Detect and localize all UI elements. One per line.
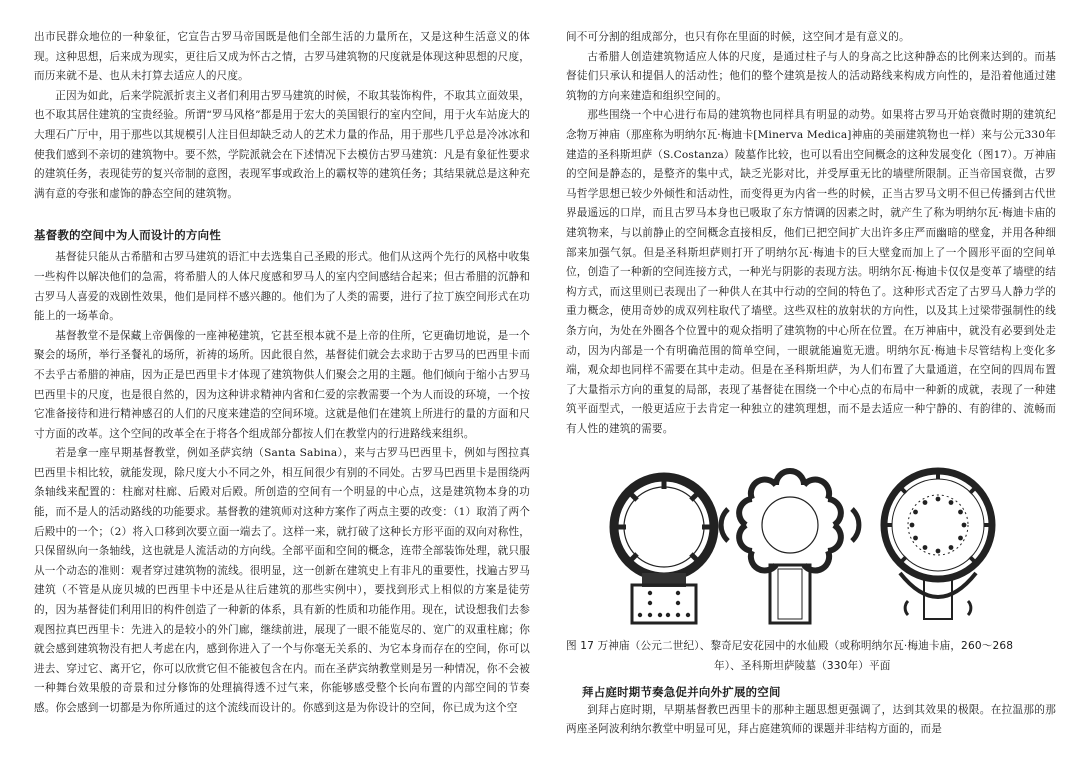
right-paragraph-4: 到拜占庭时期，早期基督教巴西里卡的那种主题思想更强调了，达到其效果的极限。在拉温那的那两座圣阿波利纳尔教堂中明显可见，拜占庭建筑师的课题并非结构方面的，而是: [566, 703, 1056, 736]
pantheon-plan: [614, 477, 714, 623]
left-paragraph-3: 基督徒只能从古希腊和古罗马建筑的语汇中去选集自己圣殿的形式。他们从这两个先行的风格中收集一些构件以解决他们的急需，将希腊人的人体尺度感和罗马人的室内空间感结合起来；但古希腊的沉静和古罗马人喜爱的戏剧性效果，他们是同样不感兴趣的。他们为了人类的需要，进行了拉丁族空间形式在功能上的一场革命。: [34, 251, 530, 323]
left-paragraph-1: 出市民群众地位的一种象征，它宣告古罗马帝国既是他们全部生活的力量所在，又是这种生活意义的体现。这种思想，后来成为现实，更往后又成为怀古之情，古罗马建筑物的尺度就是体现这种思想的尺度，而历来就不是、也从未打算去适应人的尺度。: [34, 31, 530, 83]
left-paragraph-4: 基督教堂不是保藏上帝偶像的一座神秘建筑，它甚至根本就不是上帝的住所，它更确切地说，是一个聚会的场所，举行圣餐礼的场所，祈祷的场所。因此很自然，基督徒们就会去求助于古罗马的巴西里卡而不去乎古希腊的神庙，因为正是巴西里卡才体现了建筑物供人们聚会之用的主题。他们倾向于缩小古罗马巴西里卡的尺度，也是很自然的，因为这种讲求精神内省和仁爱的宗教需要一个为人而设的环境，一个按它准备接待和进行精神感召的人们的尺度来建造的空间环境。这就是他们在建筑上所进行的量的方面和尺寸方面的改革。这个空间的改革全在于将各个组成部分都按人们在教堂内的行进路线来组织。: [34, 329, 530, 440]
section-heading-byzantine-space: 拜占庭时期节奏急促并向外扩展的空间: [582, 684, 781, 699]
right-paragraph-1: 间不可分割的组成部分，也只有你在里面的时候，这空间才是有意义的。: [566, 31, 910, 43]
figure-17-plans: [608, 465, 1028, 637]
right-paragraph-3: 那些围绕一个中心进行布局的建筑物也同样具有明显的动势。如果将古罗马开始衰微时期的建筑纪念物万神庙（那座称为明纳尔瓦·梅迪卡[Minerva Medica]神庙的美丽建筑物也一样）来与公元330年建造的圣科斯坦萨（S.Costanza）陵墓作比较，也可以看出空间概念的这种发展变化（图17）。万神庙的空间是静态的，是整齐的集中式，缺乏光影对比，并受厚重无比的墙壁所限制。正当帝国衰微，古罗马哲学思想已较少外倾性和活动性，而变得更为内省一些的时候，正当古罗马文明不但已传播到古代世界最遥远的口岸，而且古罗马本身也已吸取了东方情调的因素之时，就产生了称为明纳尔瓦·梅迪卡庙的建筑物来，与以前静止的空间概念直接相反，他们已把空间扩大出许多庄严而幽暗的壁龛，并用各种细部来加强气氛。但是圣科斯坦萨则打开了明纳尔瓦·梅迪卡的巨大壁龛而加上了一个圆形平面的空间单位，创造了一种新的空间连接方式，一种光与阴影的表现方法。明纳尔瓦·梅迪卡仅仅是变革了墙壁的结构方式，而这里则已表现出了一种供人在其中行动的空间的特色了。这种形式否定了古罗马人静力学的重力概念，使用奇妙的成双列柱取代了墙壁。这些双柱的放射状的方向性，以及其上过梁带强制性的线条方向，为处在外圈各个位置中的观众指明了建筑物的中心所在位置。在万神庙中，就没有必要到处走动，因为内部是一个有明确范围的简单空间，一眼就能遍览无遗。明纳尔瓦·梅迪卡尽管结构上变化多端，观众却也同样不需要在其中走动。但是在圣科斯坦萨，为人们布置了大量通道，在空间的四周布置了大量指示方向的重复的局部，表现了基督徒在围绕一个中心点的布局中一种新的成就，表现了一种建筑平面型式，一般更适应于去肯定一种独立的建筑理想，而不是去适应一种宁静的、有韵律的、流畅而有人性的建筑的需要。: [566, 109, 1056, 435]
right-paragraph-2: 古希腊人创造建筑物适应人体的尺度，是通过柱子与人的身高之比这种静态的比例来达到的。而基督徒们只承认和提倡人的活动性；他们的整个建筑是按人的活动路线来构成方向性的，是沿着他通过建筑物的方向来建造和组织空间的。: [566, 50, 1056, 102]
left-paragraph-5: 若是拿一座早期基督教堂，例如圣萨宾纳（Santa Sabina），来与古罗马巴西里卡，例如与图拉真巴西里卡相比较，就能发现，除尺度大小不同之外，相互间很少有别的不同处。古罗马巴西里卡是围绕两条轴线来配置的：柱廊对柱廊、后殿对后殿。所创造的空间有一个明显的中心点，这是建筑物本身的功能，而不是人的活动路线的功能要求。基督教的建筑师对这种方案作了两点主要的改变：（1）取消了两个后殿中的一个；（2）将入口移到次要立面一端去了。这样一来，就打破了这种长方形平面的双向对称性，只保留纵向一条轴线，这也就是人流活动的方向线。全部平面和空间的概念，连带全部装饰处理，就只服从一个动态的准则：观者穿过建筑物的流线。很明显，这一创新在建筑史上有非凡的重要性，找遍古罗马建筑（不管是从庞贝城的巴西里卡中还是从往后建筑的那些实例中），要找到形式上相似的方案是徒劳的，因为基督徒们利用旧的构件创造了一种新的体系，具有新的性质和功能作用。现在，试设想我们去参观图拉真巴西里卡：先进入的是较小的外门廊，继续前进，展现了一眼不能览尽的、宽广的双重柱廊；你就会感到建筑物没有把人考虑在内，感到你进入了一个与你毫无关系的、为它本身而存在的空间，你可以进去、穿过它、离开它，你可以欣赏它但不能被包含在内。而在圣萨宾纳教堂则是另一种情况，你不会被一种舞台效果般的奇景和过分修饰的处理搞得透不过气来，你能够感受整个长向布置的内部空间的节奏感。你会感到一切都是为你所通过的这个流线而设计的。你感到这是为你设计的空间，你已成为这个空: [34, 447, 530, 714]
section-heading-christian-space: 基督教的空间中为人而设计的方向性: [34, 228, 222, 243]
caption-line-2: 年）、圣科斯坦萨陵墓（330年）平面: [714, 660, 891, 673]
figure-17: [566, 465, 1056, 637]
santa-costanza-plan: [884, 471, 992, 619]
caption-line-1: 图 17 万神庙（公元二世纪）、黎奇尼安花园中的水仙殿（或称明纳尔瓦·梅迪卡庙，260～268: [566, 640, 1014, 653]
left-page: [34, 28, 530, 719]
minerva-medica-plan: [721, 471, 859, 623]
figure-17-caption: [566, 637, 1056, 676]
right-page: [566, 28, 1056, 740]
left-paragraph-2: 正因为如此，后来学院派折衷主义者们利用古罗马建筑的时候，不取其装饰构件，不取其立面效果，也不取其居住建筑的宝贵经验。所谓“罗马风格”都是用于宏大的美国银行的室内空间，用于火车站庞大的大理石广厅中，用于那些以其规模引人注目但却缺乏动人的艺术力量的作品，用于那些几乎总是冷冰冰和使我们感到不亲切的建筑物中。要不然，学院派就会在下述情况下去模仿古罗马建筑：凡是有象征性要求的建筑任务，表现徒劳的复兴帝制的意图，表现军事或政治上的霸权等的建筑任务；其结果就总是这种充满有意的夸张和虚饰的静态空间的建筑物。: [34, 89, 530, 200]
